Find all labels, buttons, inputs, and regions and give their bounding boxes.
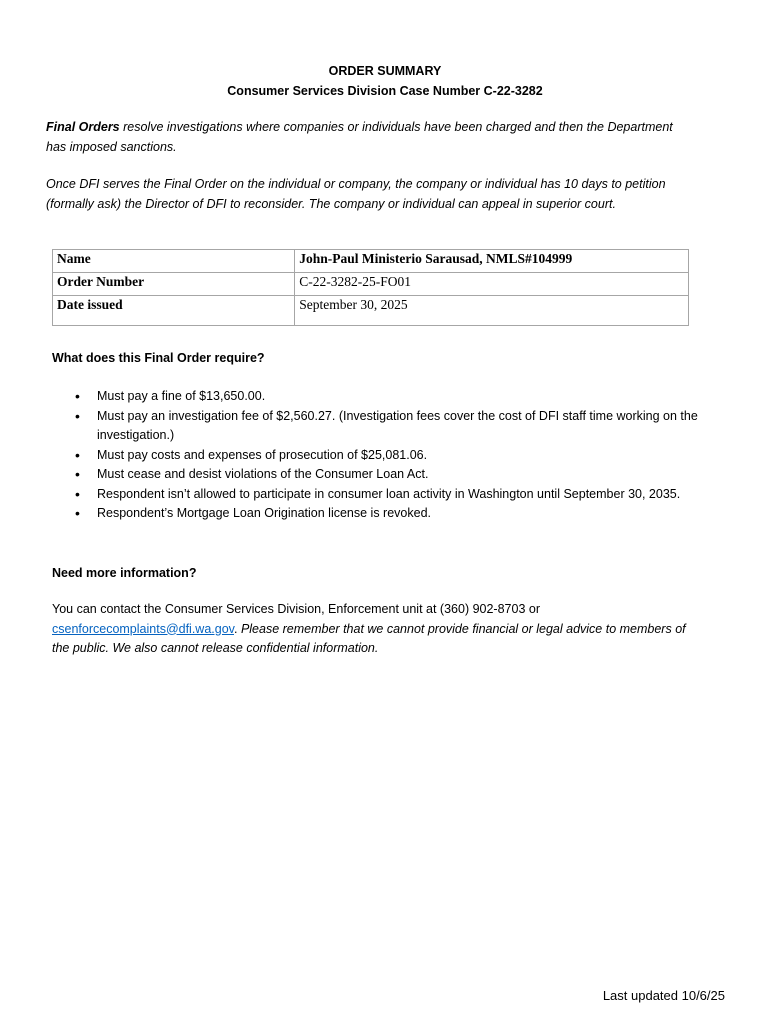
list-item: • Must pay costs and expenses of prosecution of $25,081.06. — [97, 446, 737, 466]
table-row — [53, 296, 689, 326]
last-updated: Last updated 10/6/25 — [602, 988, 725, 1003]
order-info-table — [52, 249, 689, 326]
name-value: John-Paul Ministerio Sarausad, NMLS#104999 — [295, 250, 689, 273]
name-label: Name — [53, 250, 295, 273]
contact-paragraph — [52, 600, 702, 659]
contact-period: . — [233, 621, 238, 636]
final-orders-term: Final Orders — [46, 120, 120, 134]
title-block — [0, 61, 770, 101]
list-item: • Must cease and desist violations of the Consumer Loan Act. — [97, 465, 737, 485]
intro-paragraph-reconsideration: Once DFI serves the Final Order on the individual or company, the company or individual has 10 days to petition (formally ask) the Director of DFI to reconsider. The company or individual can appeal in superior court. — [46, 177, 666, 211]
list-item: • Respondent’s Mortgage Loan Origination license is revoked. — [97, 504, 737, 524]
more-info-heading: Need more information? — [52, 566, 197, 580]
list-item: • Must pay an investigation fee of $2,560.27. (Investigation fees cover the cost of DFI staff time working on the investigation.) — [97, 407, 737, 446]
enforcement-email-link[interactable]: csenforcecomplaints@dfi.wa.gov — [52, 621, 234, 636]
document-title: ORDER SUMMARY — [328, 64, 442, 78]
case-number-subtitle: Consumer Services Division Case Number C-22-3282 — [227, 84, 543, 98]
requirements-list — [52, 387, 737, 524]
disclaimer-note: Please remember that we cannot provide financial or legal advice to members of the public. We also cannot release confidential information. — [52, 621, 686, 655]
order-number-value: C-22-3282-25-FO01 — [295, 273, 689, 296]
order-number-label: Order Number — [53, 273, 295, 296]
list-item: • Respondent isn’t allowed to participate in consumer loan activity in Washington until September 30, 2035. — [97, 485, 737, 505]
date-issued-value: September 30, 2025 — [295, 296, 689, 326]
final-orders-definition: resolve investigations where companies or individuals have been charged and then the Department has imposed sanctions. — [46, 120, 673, 154]
table-row — [53, 250, 689, 273]
table-row — [53, 273, 689, 296]
intro-paragraph-final-orders — [46, 118, 696, 157]
date-issued-label: Date issued — [53, 296, 295, 326]
requirements-heading: What does this Final Order require? — [52, 351, 265, 365]
list-item: • Must pay a fine of $13,650.00. — [97, 387, 737, 407]
contact-text: You can contact the Consumer Services Division, Enforcement unit at (360) 902-8703 or — [52, 602, 540, 616]
